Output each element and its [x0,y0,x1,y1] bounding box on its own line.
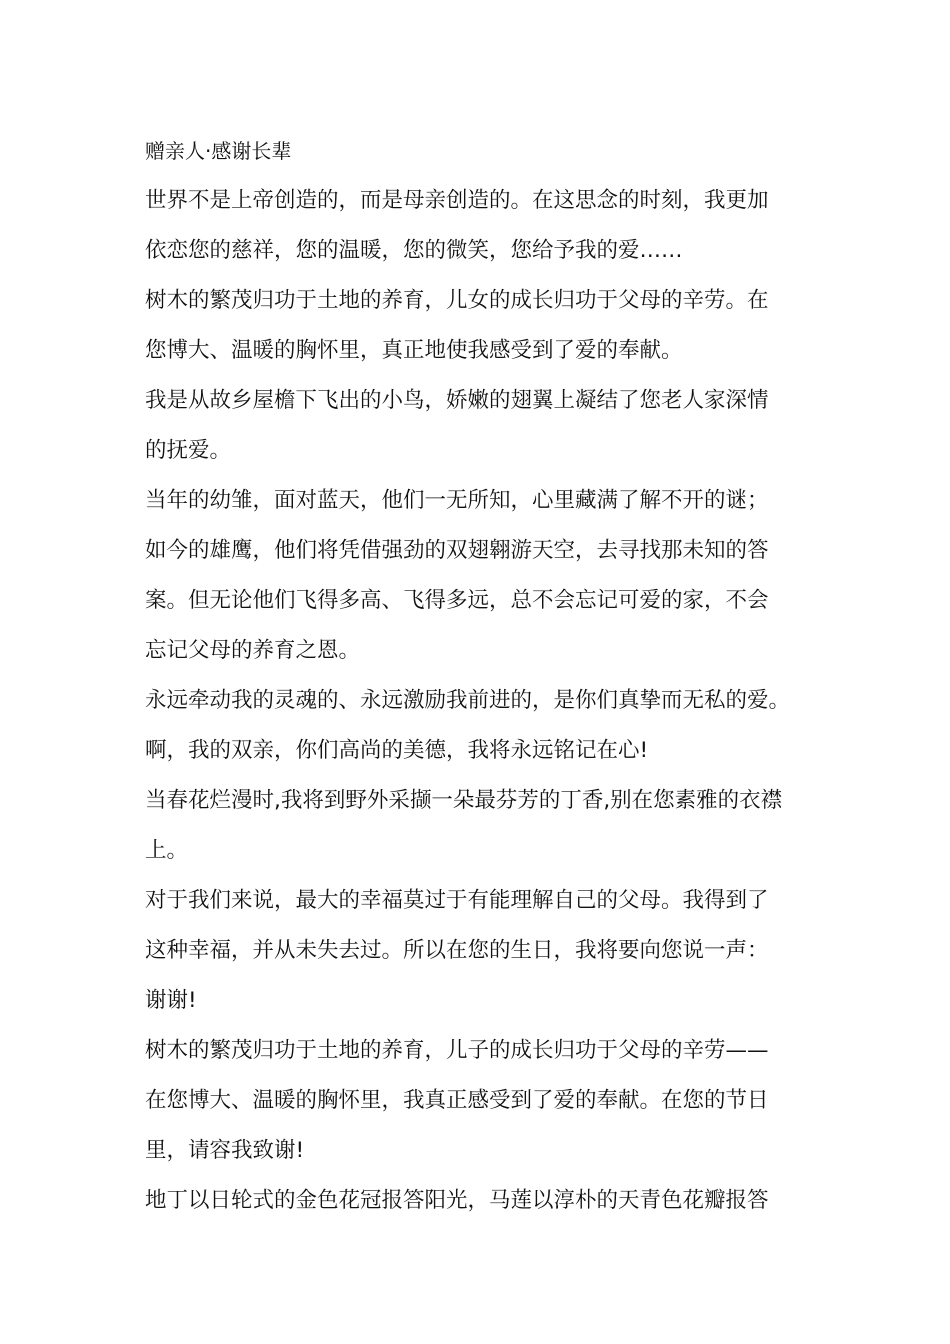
text-line: 上。 [145,838,189,863]
document-title: 赠亲人·感谢长辈 [145,139,292,163]
text-line: 如今的雄鹰，他们将凭借强劲的双翅翱游天空，去寻找那未知的答 [145,538,769,563]
text-line: 当春花烂漫时,我将到野外采撷一朵最芬芳的丁香,别在您素雅的衣襟 [145,788,783,813]
text-line: 我是从故乡屋檐下飞出的小鸟，娇嫩的翅翼上凝结了您老人家深情 [145,388,769,413]
text-line: 地丁以日轮式的金色花冠报答阳光，马莲以淳朴的天青色花瓣报答 [145,1188,769,1213]
document-body [145,126,825,1226]
text-line: 永远牵动我的灵魂的、永远激励我前进的，是你们真挚而无私的爱。 [145,688,791,713]
text-line: 这种幸福，并从未失去过。所以在您的生日，我将要向您说一声： [145,938,769,963]
text-line: 依恋您的慈祥，您的温暖，您的微笑，您给予我的爱…… [145,238,683,263]
text-line: 树木的繁茂归功于土地的养育，儿女的成长归功于父母的辛劳。在 [145,288,769,313]
text-line: 的抚爱。 [145,438,232,463]
text-line: 对于我们来说，最大的幸福莫过于有能理解自己的父母。我得到了 [145,888,769,913]
text-line: 里，请容我致谢! [145,1138,305,1163]
text-line: 当年的幼雏，面对蓝天，他们一无所知，心里藏满了解不开的谜； [145,488,769,513]
text-line: 树木的繁茂归功于土地的养育，儿子的成长归功于父母的辛劳—— [145,1038,769,1063]
text-line: 在您博大、温暖的胸怀里，我真正感受到了爱的奉献。在您的节日 [145,1088,769,1113]
text-line: 世界不是上帝创造的，而是母亲创造的。在这思念的时刻，我更加 [145,188,769,213]
text-line: 您博大、温暖的胸怀里，真正地使我感受到了爱的奉献。 [145,338,683,363]
text-line: 忘记父母的养育之恩。 [145,638,361,663]
text-line: 案。但无论他们飞得多高、飞得多远，总不会忘记可爱的家，不会 [145,588,769,613]
text-line: 啊，我的双亲，你们高尚的美德，我将永远铭记在心! [145,738,649,763]
text-line: 谢谢! [145,988,197,1013]
